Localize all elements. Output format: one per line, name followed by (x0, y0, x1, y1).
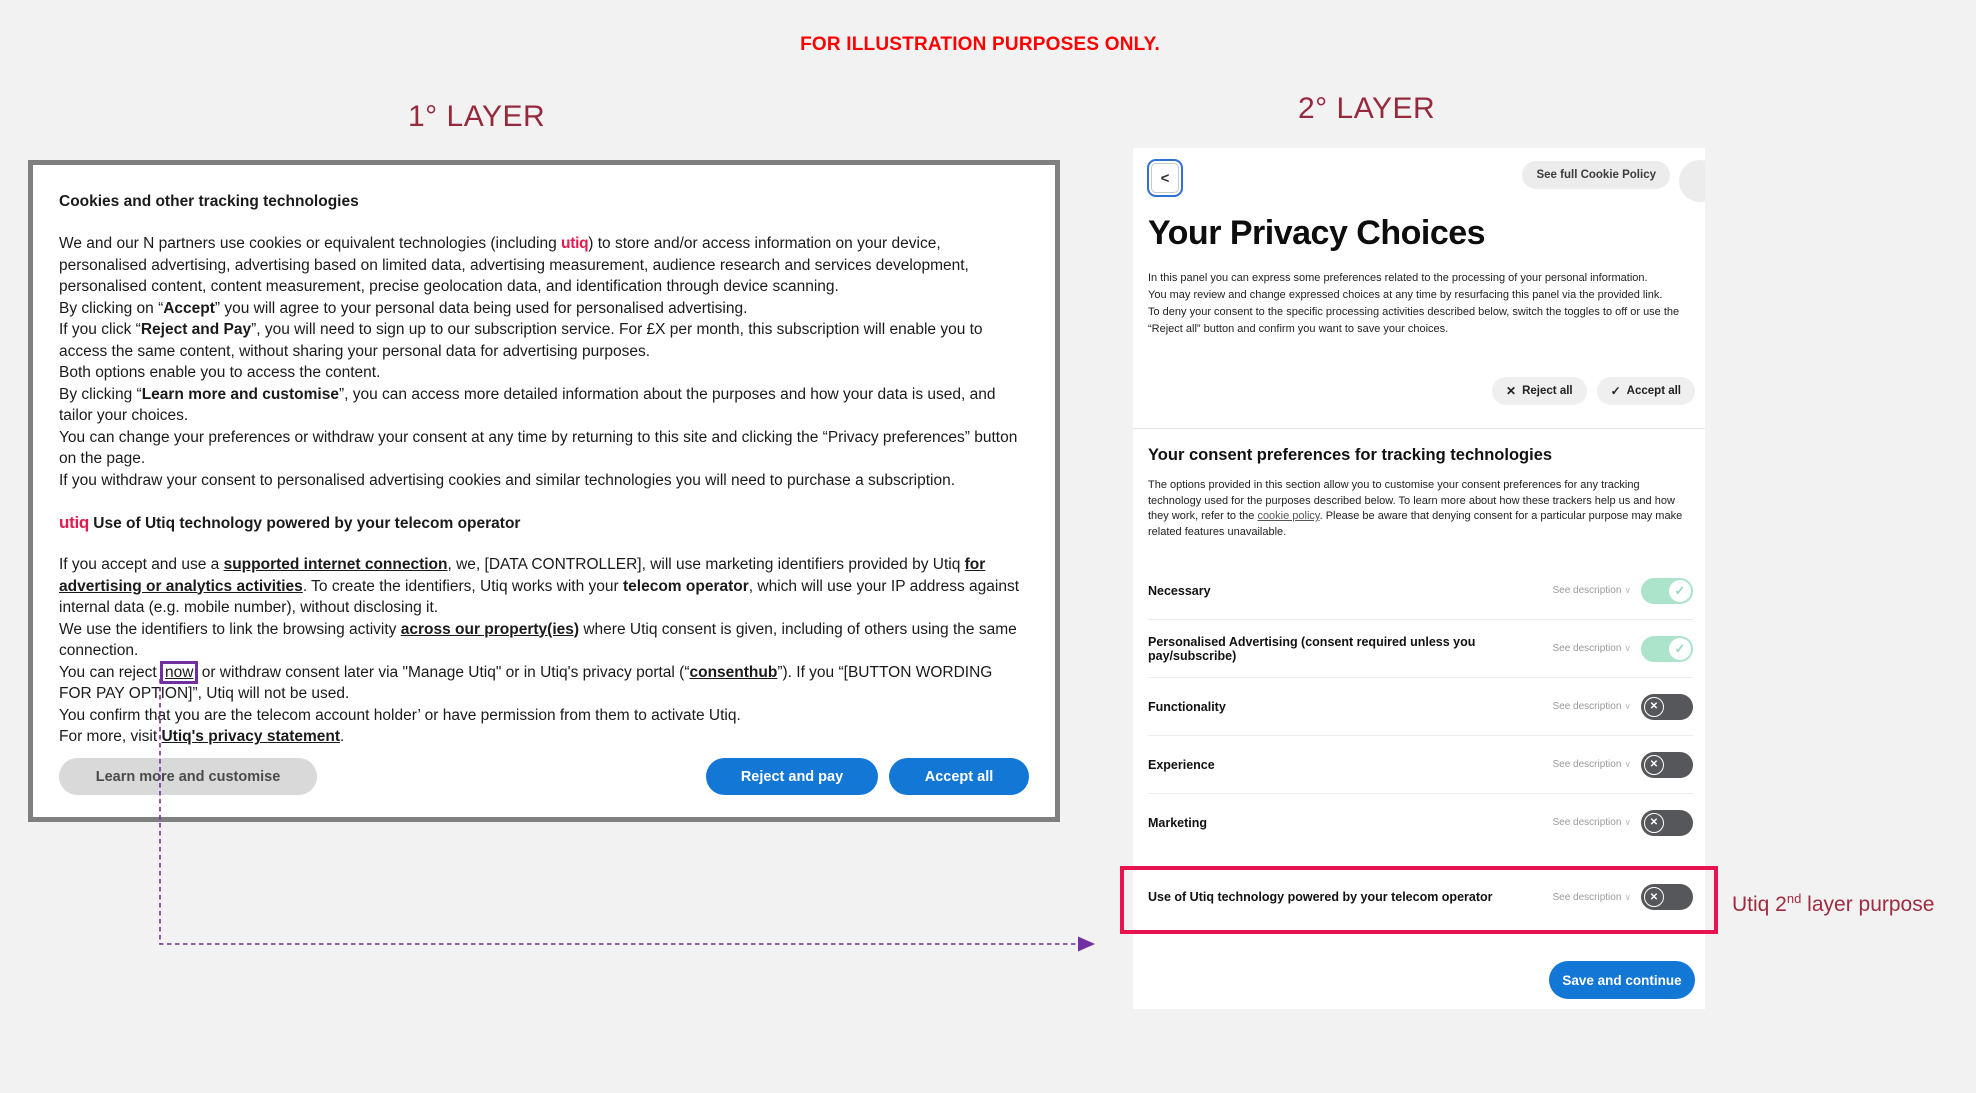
purpose-label: Experience (1148, 757, 1215, 772)
see-description-toggle[interactable]: See description ∨ (1552, 891, 1631, 903)
toggle-cross-icon: ✕ (1644, 697, 1664, 717)
consent-toggle-off[interactable] (1641, 752, 1693, 778)
layer1-heading: 1° LAYER (408, 100, 546, 133)
dialog-title: Cookies and other tracking technologies (59, 193, 359, 210)
divider (1133, 428, 1705, 429)
see-description-toggle[interactable]: See description ∨ (1552, 585, 1631, 596)
accept-all-label: Accept all (1626, 385, 1681, 397)
dialog-paragraph-2: If you accept and use a supported internet connection, we, [DATA CONTROLLER], will use marketing identifiers provided by Utiq for advertising or analytics activities. To create the identifiers, Utiq works with your telecom operator, which will use your IP address against internal data (e.g. mobile number), without disclosing it. We use the identifiers to link the browsing activity across our property(ies) where Utiq consent is given, including of others using the same connection. You can reject now or withdraw consent later via "Manage Utiq" or in Utiq's privacy portal (“consenthub”). If you “[BUTTON WORDING FOR PAY OPTION]”, Utiq will not be used. You confirm that you are the telecom account holder’ or have permission from them to activate Utiq. For more, visit Utiq's privacy statement. (59, 556, 1020, 745)
layer2-heading: 2° LAYER (1298, 92, 1436, 125)
utiq-logo: utiq (561, 235, 589, 252)
utiq-section-heading: utiq Use of Utiq technology powered by your telecom operator (59, 513, 521, 532)
toggle-check-icon: ✓ (1669, 638, 1691, 660)
reject-all-button[interactable] (1492, 377, 1587, 405)
see-full-cookie-policy-button[interactable]: See full Cookie Policy (1522, 161, 1670, 189)
utiq-annotation: Utiq 2nd layer purpose (1732, 891, 1935, 916)
consent-section-title: Your consent preferences for tracking technologies (1148, 446, 1553, 464)
accept-all-button[interactable]: Accept all (889, 758, 1029, 795)
cross-icon: ✕ (1506, 384, 1517, 398)
reject-all-label: Reject all (1522, 385, 1573, 397)
consent-row (1148, 620, 1693, 678)
consent-toggle-on[interactable] (1641, 636, 1693, 662)
chevron-down-icon: ∨ (1624, 643, 1631, 653)
chevron-down-icon: ∨ (1624, 759, 1631, 769)
cookie-consent-dialog (28, 160, 1060, 822)
consent-row (1148, 867, 1693, 927)
toggle-cross-icon: ✕ (1644, 755, 1664, 775)
consent-toggle-on[interactable] (1641, 578, 1693, 604)
toggle-cross-icon: ✕ (1644, 813, 1664, 833)
reject-and-pay-button[interactable]: Reject and pay (706, 758, 878, 795)
check-icon: ✓ (1610, 384, 1621, 398)
dialog-paragraph-1: We and our N partners use cookies or equivalent technologies (including utiq) to store and/or access information on your device, personalised advertising, advertising based on limited data, advertising measurement, audience research and services development, personalised content, content measurement, precise geolocation data, and identification through device scanning. By clicking on “Accept” you will agree to your personal data being used for personalised advertising. If you click “Reject and Pay”, you will need to sign up to our subscription service. For £X per month, this subscription will enable you to access the same content, without sharing your personal data for advertising purposes. Both options enable you to access the content. By clicking “Learn more and customise”, you can access more detailed information about the purposes and how your data is used, and tailor your choices. You can change your preferences or withdraw your consent at any time by returning to this site and clicking the “Privacy preferences” button on the page. If you withdraw your consent to personalised advertising cookies and similar technologies you will need to purchase a subscription. (59, 235, 1018, 489)
see-description-toggle[interactable]: See description ∨ (1552, 817, 1631, 828)
see-description-toggle[interactable]: See description ∨ (1552, 759, 1631, 770)
consent-toggle-off[interactable] (1641, 694, 1693, 720)
illustration-banner: FOR ILLUSTRATION PURPOSES ONLY. (800, 34, 1160, 55)
chevron-down-icon: ∨ (1624, 701, 1631, 711)
chevron-down-icon: ∨ (1624, 585, 1631, 595)
cropped-close-button[interactable] (1679, 160, 1705, 202)
panel-title: Your Privacy Choices (1148, 214, 1486, 252)
toggle-cross-icon: ✕ (1644, 887, 1664, 907)
purpose-label: Marketing (1148, 815, 1208, 830)
dialog-button-row (59, 758, 1029, 795)
privacy-choices-panel (1133, 148, 1705, 1009)
consent-toggle-off[interactable] (1641, 810, 1693, 836)
utiq-logo: utiq (59, 513, 89, 532)
consent-rows (1148, 562, 1693, 927)
panel-action-row (1492, 377, 1695, 405)
back-button[interactable] (1147, 159, 1183, 197)
cookie-policy-link[interactable]: cookie policy (1257, 510, 1320, 522)
purpose-label: Use of Utiq technology powered by your telecom operator (1148, 890, 1493, 904)
learn-more-button[interactable]: Learn more and customise (59, 758, 317, 795)
save-and-continue-button[interactable]: Save and continue (1549, 961, 1695, 999)
panel-intro: In this panel you can express some preferences related to the processing of your personal information. You may review and change expressed choices at any time by resurfacing this panel via the provided link. To deny your consent to the specific processing activities described below, switch the toggles to off or use the “Reject all” button and confirm you want to save your choices. (1148, 272, 1680, 335)
back-chevron-icon: < (1160, 169, 1170, 187)
consent-section-paragraph: The options provided in this section allow you to customise your consent preferences for any tracking technology used for the purposes described below. To learn more about how these trackers help us and how they work, refer to the cookie policy. Please be aware that denying consent for a particular purpose may make related features unavailable. (1148, 479, 1683, 538)
consent-row (1148, 736, 1693, 794)
consent-row (1148, 794, 1693, 851)
consent-toggle-off[interactable] (1641, 884, 1693, 910)
purpose-label: Personalised Advertising (consent required unless you pay/subscribe) (1148, 634, 1476, 663)
purple-callout-box: now (160, 661, 198, 684)
consent-row (1148, 678, 1693, 736)
consent-row (1148, 562, 1693, 620)
toggle-check-icon: ✓ (1669, 580, 1691, 602)
chevron-down-icon: ∨ (1624, 891, 1631, 902)
see-description-toggle[interactable]: See description ∨ (1552, 643, 1631, 654)
see-description-toggle[interactable]: See description ∨ (1552, 701, 1631, 712)
purpose-label: Necessary (1148, 583, 1211, 598)
chevron-down-icon: ∨ (1624, 817, 1631, 827)
purpose-label: Functionality (1148, 699, 1226, 714)
accept-all-button-panel[interactable] (1597, 377, 1695, 405)
